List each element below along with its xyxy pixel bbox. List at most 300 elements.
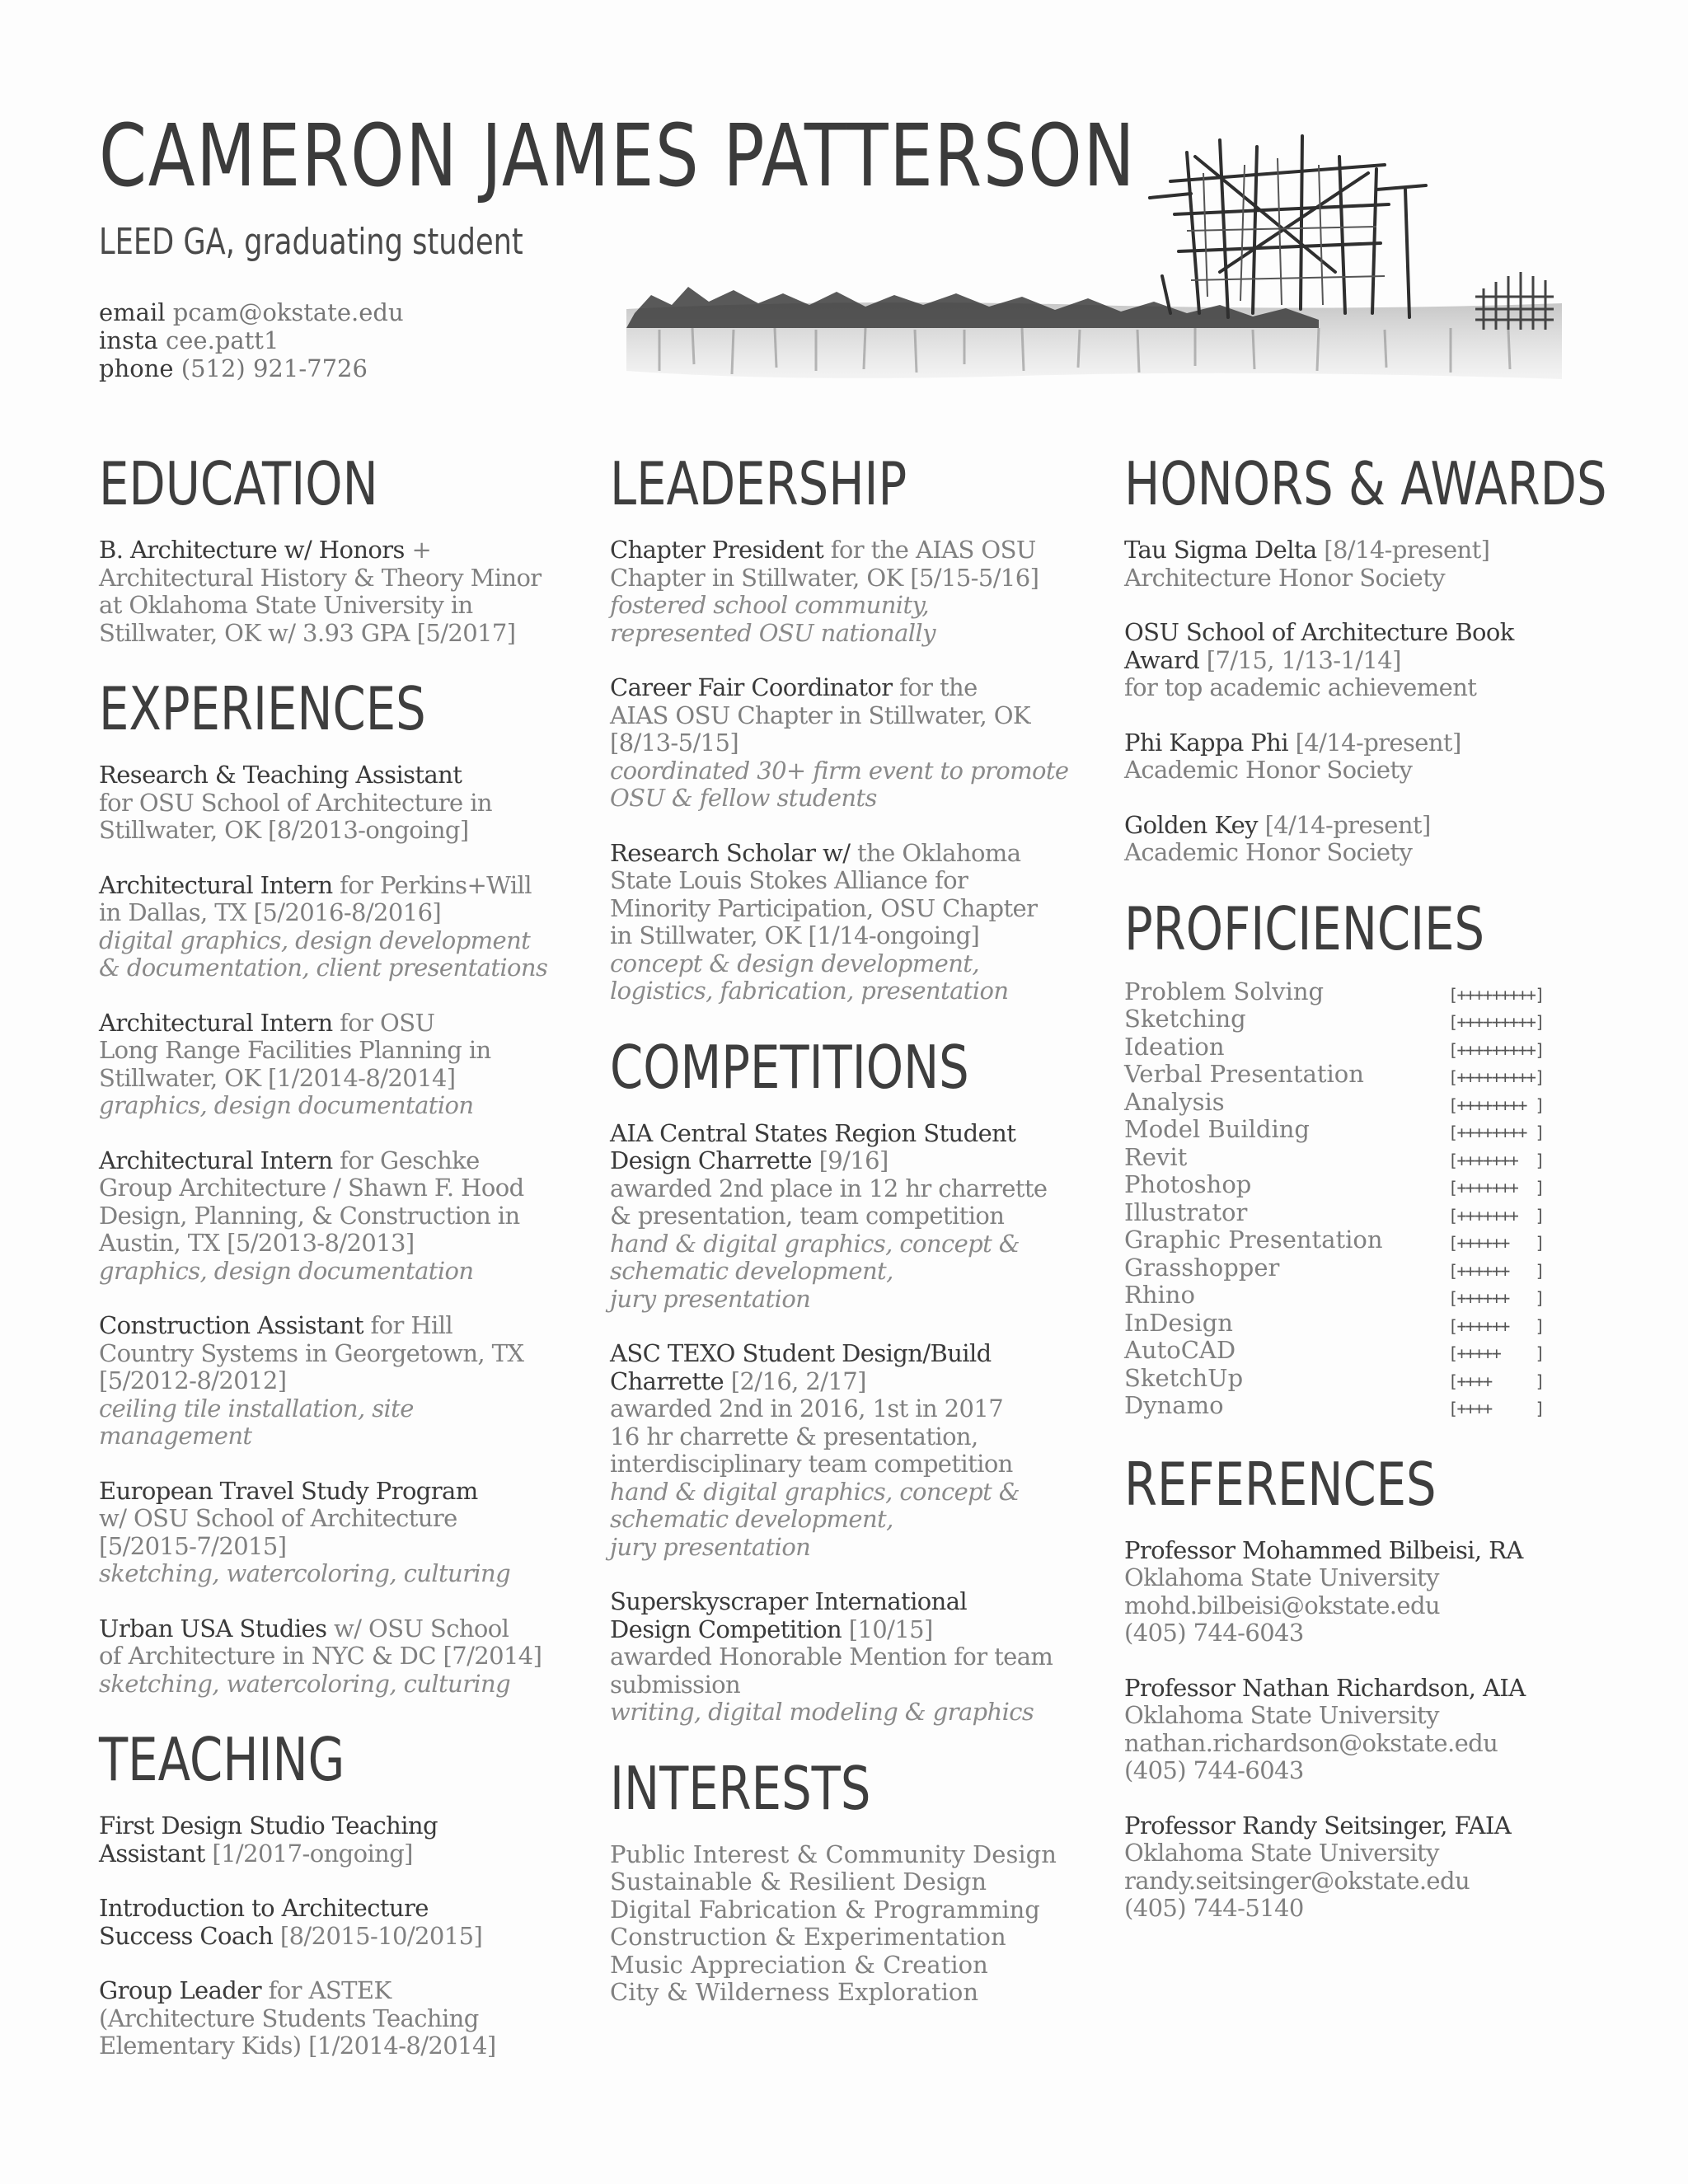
entry-line [610, 895, 1088, 923]
list-item: Digital Fabrication & Programming [610, 1895, 1040, 1924]
entry-line [99, 1037, 577, 1065]
entry-line [99, 1671, 577, 1699]
entry-detail: Oklahoma State University [1124, 1701, 1439, 1729]
entry-item [1124, 1537, 1586, 1647]
section-title: HONORS & AWARDS [1124, 449, 1607, 518]
entry-line [1124, 812, 1586, 840]
architectural-sketch-illustration [593, 107, 1582, 387]
entry-item [99, 1895, 577, 1950]
entry-detail: for Hill [363, 1311, 453, 1339]
entry-line [99, 790, 577, 818]
entry-line [1124, 1537, 1586, 1565]
entry-line [610, 785, 1088, 813]
proficiency-rating: [++++++++ ] [1448, 1094, 1544, 1115]
entry-description: & documentation, client presentations [99, 954, 548, 982]
entry-detail: Architectural History & Theory Minor [99, 563, 542, 592]
list-item: Public Interest & Community Design [610, 1840, 1057, 1868]
proficiency-row [1124, 1310, 1586, 1338]
entry-description: fostered school community, [610, 591, 930, 619]
entry-line [610, 1368, 1088, 1396]
entry-heading: Success Coach [99, 1921, 274, 1950]
entry-line [99, 872, 577, 900]
entry-line [610, 537, 1088, 565]
section-title: TEACHING [99, 1725, 345, 1794]
entry-description: digital graphics, design development [99, 926, 531, 954]
experiences-entries [99, 762, 577, 1698]
entry-line [99, 1202, 577, 1230]
entry-description: graphics, design documentation [99, 1091, 474, 1119]
entry-detail: in Stillwater, OK [1/14-ongoing] [610, 921, 980, 949]
education-section [99, 449, 577, 647]
entry-heading: w/ [815, 838, 851, 867]
entry-heading: Architectural Intern [99, 1146, 333, 1174]
entry-detail: & presentation, team competition [610, 1202, 1005, 1230]
entry-item [1124, 729, 1586, 785]
proficiency-row [1124, 1226, 1586, 1254]
entry-line [99, 1812, 577, 1840]
entry-line [99, 1977, 577, 2005]
proficiency-label: Photoshop [1124, 1170, 1252, 1198]
entry-description: jury presentation [610, 1284, 811, 1313]
entry-line [1124, 1868, 1586, 1896]
section-title: COMPETITIONS [610, 1032, 969, 1102]
entry-line [610, 1175, 1088, 1203]
entry-item [99, 762, 577, 845]
proficiency-rating: [++++ ] [1448, 1371, 1544, 1391]
entry-line [99, 1560, 577, 1588]
entry-line [610, 950, 1088, 978]
entry-detail: [8/13-5/15] [610, 729, 739, 757]
entry-item [1124, 619, 1586, 702]
proficiencies-section [1124, 894, 1586, 1420]
proficiency-rating: [++++++ ] [1448, 1288, 1544, 1308]
entry-detail: for OSU [332, 1008, 435, 1037]
entry-line [1124, 1812, 1586, 1840]
entry-line [99, 1174, 577, 1202]
proficiency-row [1124, 1005, 1586, 1033]
entry-detail: for Geschke [332, 1146, 480, 1174]
proficiency-rating: [+++++++ ] [1448, 1205, 1544, 1226]
entry-item [1124, 537, 1586, 592]
entry-heading: Professor Nathan Richardson, AIA [1124, 1673, 1526, 1702]
entry-detail: (405) 744-5140 [1124, 1894, 1304, 1922]
entry-detail: awarded 2nd place in 12 hr charrette [610, 1174, 1048, 1202]
entry-heading: Professor Mohammed Bilbeisi, RA [1124, 1535, 1523, 1564]
entry-detail: Stillwater, OK [8/2013-ongoing] [99, 816, 469, 844]
contact-insta [99, 326, 404, 354]
entry-line [610, 1671, 1088, 1699]
entry-line [99, 1340, 577, 1368]
contact-label: email [99, 298, 166, 326]
entry-line [99, 1395, 577, 1423]
entry-detail: Academic Honor Society [1124, 756, 1413, 784]
entry-item [99, 537, 577, 647]
entry-detail: Country Systems in Georgetown, TX [99, 1338, 524, 1367]
entry-line [99, 1367, 577, 1395]
entry-description: sketching, watercoloring, culturing [99, 1559, 511, 1587]
entry-line [610, 592, 1088, 620]
entry-item [610, 674, 1088, 813]
entry-description: hand & digital graphics, concept & [610, 1477, 1020, 1506]
entry-line [610, 867, 1088, 895]
entry-detail: Design, Planning, & Construction in [99, 1201, 520, 1230]
list-item: City & Wilderness Exploration [610, 1978, 979, 2006]
entry-item [610, 840, 1088, 1005]
entry-heading: Group Leader [99, 1976, 262, 2004]
proficiency-label: Rhino [1124, 1281, 1195, 1309]
entry-detail: [10/15] [842, 1615, 933, 1643]
entry-line [99, 1312, 577, 1340]
entry-item [610, 1120, 1088, 1314]
entry-detail: randy.seitsinger@okstate.edu [1124, 1866, 1470, 1895]
entry-heading: Award [1124, 645, 1200, 674]
entry-heading: Professor Randy Seitsinger, FAIA [1124, 1811, 1512, 1840]
entry-line [1124, 647, 1586, 675]
proficiency-row [1124, 1144, 1586, 1172]
proficiency-label: Problem Solving [1124, 977, 1325, 1005]
column-left [99, 449, 577, 2088]
entry-line [99, 2032, 577, 2060]
interests-list [610, 1841, 1088, 2007]
entry-description: writing, digital modeling & graphics [610, 1698, 1034, 1726]
entry-line [99, 1422, 577, 1451]
entry-description: ceiling tile installation, site [99, 1394, 414, 1422]
entry-line [1124, 729, 1586, 757]
proficiency-label: Dynamo [1124, 1391, 1224, 1419]
entry-line [99, 817, 577, 845]
entry-line [99, 592, 577, 620]
entry-line [610, 1699, 1088, 1727]
entry-detail: w/ OSU School of Architecture [99, 1504, 457, 1532]
contact-label: phone [99, 354, 174, 382]
entry-line [1124, 1619, 1586, 1647]
entry-line [1124, 1675, 1586, 1703]
proficiency-label: Verbal Presentation [1124, 1060, 1364, 1088]
column-middle [610, 449, 1088, 2015]
entry-heading: Chapter President [610, 536, 824, 564]
column-right [1124, 449, 1607, 1950]
entry-detail: Architecture Honor Society [1124, 563, 1446, 592]
entry-line [99, 1230, 577, 1258]
proficiency-rating: [+++++++ ] [1448, 1150, 1544, 1170]
proficiencies-list [1124, 978, 1586, 1420]
proficiency-row [1124, 1089, 1586, 1117]
entry-line [610, 1479, 1088, 1507]
entry-line [610, 1395, 1088, 1423]
entry-line [1124, 674, 1586, 702]
proficiency-row [1124, 1033, 1586, 1062]
entry-line [99, 1092, 577, 1120]
proficiency-label: InDesign [1124, 1308, 1233, 1337]
proficiency-rating: [+++++++ ] [1448, 1178, 1544, 1197]
entry-item [1124, 812, 1586, 867]
entry-line [1124, 1592, 1586, 1620]
entry-line [610, 1286, 1088, 1314]
entry-detail: Minority Participation, OSU Chapter [610, 893, 1038, 922]
entry-detail: for ASTEK [261, 1976, 392, 2004]
entry-line [610, 1230, 1088, 1258]
proficiency-row [1124, 1365, 1586, 1393]
proficiency-row [1124, 1254, 1586, 1282]
entry-line [99, 762, 577, 790]
entry-heading: Phi Kappa Phi [1124, 728, 1288, 757]
proficiency-row [1124, 1061, 1586, 1089]
entry-line [1124, 537, 1586, 565]
entry-heading: Architectural Intern [99, 870, 333, 899]
list-item: Sustainable & Resilient Design [610, 1868, 987, 1896]
entry-line [610, 840, 1088, 868]
leadership-section [610, 449, 1088, 1005]
email-link[interactable]: pcam@okstate.edu [172, 298, 404, 326]
entry-line [99, 1258, 577, 1286]
entry-description: concept & design development, [610, 949, 979, 977]
entry-detail: [4/14-present] [1257, 810, 1431, 839]
entry-line [99, 1840, 577, 1868]
entry-item [1124, 1675, 1586, 1785]
proficiency-row [1124, 978, 1586, 1006]
entry-detail: Stillwater, OK [1/2014-8/2014] [99, 1063, 456, 1092]
entry-heading: Design Competition [610, 1615, 842, 1643]
entry-line [610, 565, 1088, 593]
entry-detail: [8/14-present] [1316, 536, 1490, 564]
entry-description: sketching, watercoloring, culturing [99, 1669, 511, 1698]
entry-item [99, 1312, 577, 1451]
proficiency-rating: [++++++ ] [1448, 1260, 1544, 1281]
entry-line [99, 1615, 577, 1643]
contact-email [99, 298, 404, 326]
entry-line [99, 1895, 577, 1923]
list-item: Construction & Experimentation [610, 1923, 1006, 1951]
entry-detail: [4/14-present] [1287, 728, 1461, 757]
entry-heading: Career Fair Coordinator [610, 673, 893, 701]
entry-line [610, 1616, 1088, 1644]
leadership-entries [610, 537, 1088, 1005]
education-entries [99, 537, 577, 647]
entry-description: jury presentation [610, 1532, 811, 1561]
proficiency-label: Analysis [1124, 1087, 1225, 1116]
entry-line [610, 1534, 1088, 1562]
entry-heading: B. Architecture w/ Honors [99, 536, 405, 564]
entry-line [99, 1478, 577, 1506]
entry-line [99, 2005, 577, 2033]
interests-section [610, 1754, 1088, 2007]
entry-detail: Austin, TX [5/2013-8/2013] [99, 1229, 415, 1257]
entry-line [610, 1643, 1088, 1671]
entry-line [610, 1202, 1088, 1230]
entry-detail: [5/2012-8/2012] [99, 1366, 287, 1394]
entry-detail: (405) 744-6043 [1124, 1619, 1304, 1647]
entry-line [99, 954, 577, 982]
entry-description: schematic development, [610, 1505, 893, 1533]
entry-line [610, 1451, 1088, 1479]
proficiency-rating: [++++++ ] [1448, 1315, 1544, 1336]
entry-item [610, 1340, 1088, 1561]
entry-detail: in Dallas, TX [5/2016-8/2016] [99, 898, 442, 926]
entry-item [99, 1010, 577, 1120]
entry-detail: for OSU School of Architecture in [99, 788, 492, 817]
entry-line [1124, 619, 1586, 647]
entry-line [610, 1588, 1088, 1616]
entry-detail: Oklahoma State University [1124, 1563, 1439, 1591]
proficiency-rating: [++++++ ] [1448, 1233, 1544, 1253]
entry-detail: for top academic achievement [1124, 673, 1477, 701]
entry-heading: Introduction to Architecture [99, 1894, 429, 1922]
entry-heading: AIA Central States Region Student [610, 1118, 1016, 1147]
proficiency-label: AutoCAD [1124, 1336, 1236, 1364]
entry-detail: Group Architecture / Shawn F. Hood [99, 1174, 524, 1202]
entry-detail: w/ OSU School [326, 1614, 509, 1643]
entry-detail: submission [610, 1670, 741, 1699]
entry-line [610, 702, 1088, 730]
proficiency-label: Illustrator [1124, 1197, 1248, 1226]
references-section [1124, 1450, 1586, 1923]
entry-heading: Research Scholar [610, 838, 816, 867]
proficiency-label: Ideation [1124, 1032, 1225, 1061]
section-title: LEADERSHIP [610, 449, 907, 518]
proficiency-rating: [+++++++++] [1448, 1067, 1544, 1087]
entry-item [99, 1147, 577, 1286]
entry-description: logistics, fabrication, presentation [610, 977, 1009, 1005]
proficiency-row [1124, 1116, 1586, 1144]
entry-heading: ASC TEXO Student Design/Build [610, 1339, 992, 1367]
entry-line [99, 620, 577, 648]
proficiency-row [1124, 1392, 1586, 1420]
proficiency-row [1124, 1337, 1586, 1365]
entry-heading: Urban USA Studies [99, 1614, 327, 1643]
entry-line [99, 1643, 577, 1671]
entry-line [1124, 1840, 1586, 1868]
proficiency-label: Model Building [1124, 1115, 1310, 1143]
entry-line [610, 1423, 1088, 1451]
entry-detail: nathan.richardson@okstate.edu [1124, 1728, 1498, 1757]
experiences-section [99, 674, 577, 1698]
entry-detail: [1/2017-ongoing] [204, 1839, 413, 1868]
teaching-entries [99, 1812, 577, 2060]
proficiency-rating: [+++++++++] [1448, 984, 1544, 1005]
entry-detail: interdisciplinary team competition [610, 1450, 1013, 1478]
entry-line [610, 1340, 1088, 1368]
entry-detail: the Oklahoma [850, 838, 1021, 867]
instagram-handle: cee.patt1 [166, 326, 279, 354]
entry-detail: 16 hr charrette & presentation, [610, 1422, 978, 1451]
entry-detail: Oklahoma State University [1124, 1839, 1439, 1867]
entry-detail: Stillwater, OK w/ 3.93 GPA [5/2017] [99, 618, 516, 647]
proficiency-label: Graphic Presentation [1124, 1226, 1383, 1254]
entry-line [1124, 565, 1586, 593]
proficiency-label: SketchUp [1124, 1363, 1244, 1392]
contact-block [99, 298, 404, 382]
proficiency-rating: [++++ ] [1448, 1399, 1544, 1418]
proficiency-row [1124, 1199, 1586, 1227]
list-item: Music Appreciation & Creation [610, 1950, 988, 1979]
entry-heading: Golden Key [1124, 810, 1258, 839]
proficiency-row [1124, 1282, 1586, 1310]
teaching-section [99, 1725, 577, 2060]
entry-line [99, 1147, 577, 1175]
proficiency-row [1124, 1171, 1586, 1199]
entry-detail: Long Range Facilities Planning in [99, 1036, 491, 1064]
proficiency-label: Sketching [1124, 1005, 1246, 1033]
entry-heading: Architectural Intern [99, 1008, 333, 1037]
entry-item [99, 1977, 577, 2060]
entry-line [1124, 1730, 1586, 1758]
entry-line [1124, 1564, 1586, 1592]
section-title: INTERESTS [610, 1753, 871, 1823]
entry-heading: European Travel Study Program [99, 1476, 478, 1505]
entry-detail: awarded 2nd in 2016, 1st in 2017 [610, 1394, 1004, 1422]
entry-detail: at Oklahoma State University in [99, 591, 473, 619]
entry-detail: Elementary Kids) [1/2014-8/2014] [99, 2032, 496, 2060]
entry-line [610, 757, 1088, 785]
entry-line [610, 922, 1088, 950]
entry-line [99, 1505, 577, 1533]
entry-item [610, 1588, 1088, 1727]
proficiency-rating: [+++++ ] [1448, 1343, 1544, 1363]
resume-name: CAMERON JAMES PATTERSON [99, 105, 1137, 206]
entry-description: OSU & fellow students [610, 784, 877, 812]
entry-line [1124, 1895, 1586, 1923]
entry-detail: mohd.bilbeisi@okstate.edu [1124, 1591, 1440, 1619]
proficiency-rating: [++++++++ ] [1448, 1122, 1544, 1142]
references-entries [1124, 1537, 1586, 1923]
competitions-entries [610, 1120, 1088, 1727]
entry-line [99, 1010, 577, 1038]
entry-detail: (405) 744-6043 [1124, 1756, 1304, 1784]
entry-heading: OSU School of Architecture Book [1124, 618, 1514, 646]
entry-detail: AIAS OSU Chapter in Stillwater, OK [610, 701, 1030, 729]
entry-description: graphics, design documentation [99, 1256, 474, 1285]
entry-description: schematic development, [610, 1257, 893, 1285]
entry-heading: Design Charrette [610, 1146, 812, 1174]
entry-heading: First Design Studio Teaching [99, 1811, 438, 1840]
entry-heading: Construction Assistant [99, 1311, 363, 1339]
entry-detail: for Perkins+Will [332, 870, 532, 899]
proficiency-label: Revit [1124, 1142, 1188, 1171]
entry-heading: Charrette [610, 1366, 724, 1395]
entry-line [1124, 757, 1586, 785]
entry-detail: for the AIAS OSU [823, 536, 1036, 564]
honors-entries [1124, 537, 1586, 867]
entry-item [99, 872, 577, 982]
entry-line [1124, 1702, 1586, 1730]
entry-line [1124, 1757, 1586, 1785]
entry-heading: Superskyscraper International [610, 1587, 968, 1615]
entry-line [610, 1506, 1088, 1534]
proficiency-label: Grasshopper [1124, 1253, 1280, 1282]
section-title: REFERENCES [1124, 1449, 1437, 1519]
entry-description: coordinated 30+ firm event to promote [610, 756, 1069, 785]
entry-detail: Chapter in Stillwater, OK [5/15-5/16] [610, 563, 1039, 592]
entry-line [99, 1533, 577, 1561]
entry-detail: for the [892, 673, 978, 701]
proficiency-rating: [+++++++++] [1448, 1012, 1544, 1032]
section-title: EXPERIENCES [99, 674, 426, 743]
section-title: EDUCATION [99, 449, 378, 518]
entry-detail: [8/2015-10/2015] [273, 1921, 483, 1950]
entry-item [1124, 1812, 1586, 1923]
entry-heading: Tau Sigma Delta [1124, 536, 1317, 564]
entry-line [99, 927, 577, 955]
section-title: PROFICIENCIES [1124, 893, 1485, 963]
entry-detail: [5/2015-7/2015] [99, 1531, 287, 1560]
entry-description: hand & digital graphics, concept & [610, 1229, 1020, 1258]
proficiency-rating: [+++++++++] [1448, 1039, 1544, 1060]
entry-detail: (Architecture Students Teaching [99, 2004, 479, 2032]
entry-line [99, 1065, 577, 1093]
entry-detail: [9/16] [811, 1146, 889, 1174]
entry-line [99, 899, 577, 927]
entry-detail: awarded Honorable Mention for team [610, 1643, 1053, 1671]
